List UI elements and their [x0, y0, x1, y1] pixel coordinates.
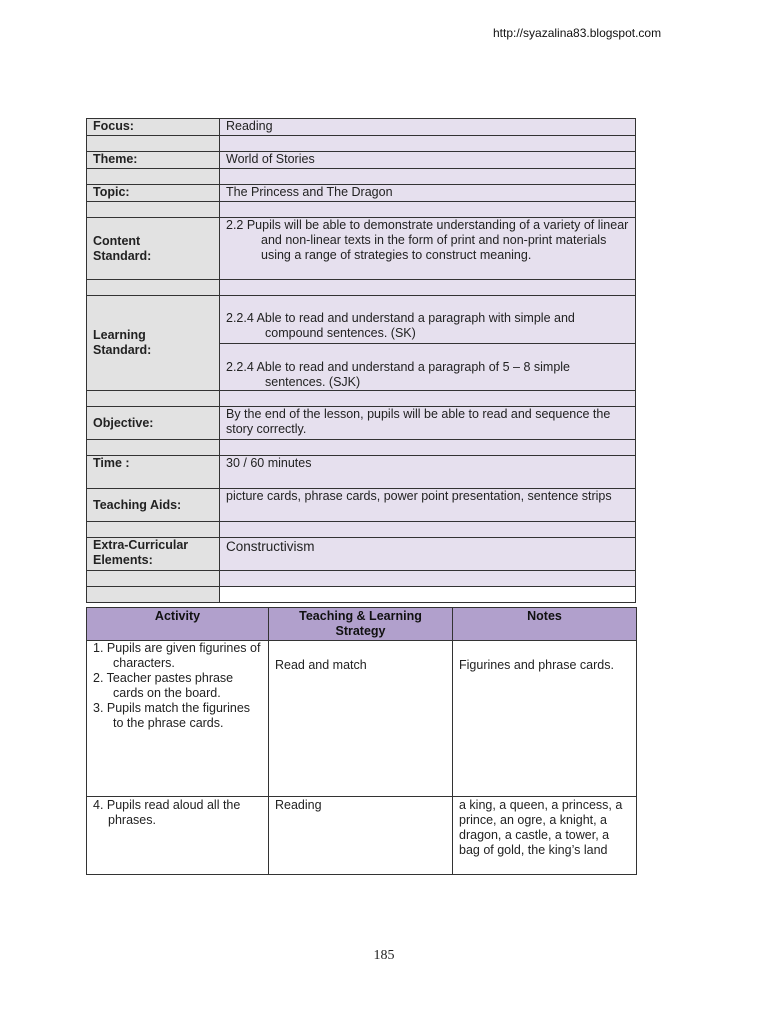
- learning-standard-label: Learning Standard:: [87, 296, 220, 391]
- activity-steps-list: [93, 641, 262, 731]
- activity-cell: [87, 641, 269, 797]
- page-number: 185: [373, 948, 395, 963]
- topic-label: Topic:: [87, 185, 220, 202]
- activity-header: Activity: [87, 608, 269, 641]
- learning-standard-item-2: 2.2.4 Able to read and understand a paragraph of 5 – 8 simple sentences. (SJK): [220, 344, 636, 391]
- strategy-cell: Read and match: [269, 641, 453, 797]
- content-standard-value: 2.2 Pupils will be able to demonstrate understanding of a variety of linear and non-linear texts in the form of print and non-print materials using a range of strategies to construct meaning.: [220, 218, 636, 280]
- table-row: [87, 641, 637, 797]
- strategy-header: Teaching & Learning Strategy: [269, 608, 453, 641]
- extra-curricular-value: Constructivism: [220, 538, 636, 571]
- focus-value: Reading: [220, 119, 636, 136]
- activity-cell: 4. Pupils read aloud all the phrases.: [87, 797, 269, 875]
- teaching-aids-label: Teaching Aids:: [87, 489, 220, 522]
- objective-value: By the end of the lesson, pupils will be able to read and sequence the story correctly.: [220, 407, 636, 440]
- lesson-details-table: [86, 118, 636, 603]
- activity-table: [86, 607, 637, 875]
- notes-cell: Figurines and phrase cards.: [453, 641, 637, 797]
- learning-standard-item-1: 2.2.4 Able to read and understand a paragraph with simple and compound sentences. (SK): [220, 296, 636, 344]
- extra-curricular-label: Extra-Curricular Elements:: [87, 538, 220, 571]
- blog-url: http://syazalina83.blogspot.com: [493, 26, 662, 40]
- content-standard-label: Content Standard:: [87, 218, 220, 280]
- objective-label: Objective:: [87, 407, 220, 440]
- teaching-aids-value: picture cards, phrase cards, power point presentation, sentence strips: [220, 489, 636, 522]
- list-item: 2. Teacher pastes phrase cards on the board.: [93, 671, 234, 700]
- list-item: 1. Pupils are given figurines of characters.: [93, 641, 261, 670]
- theme-label: Theme:: [87, 152, 220, 169]
- notes-cell: a king, a queen, a princess, a prince, an ogre, a knight, a dragon, a castle, a tower, a bag of gold, the king’s land: [453, 797, 637, 875]
- strategy-cell: Reading: [269, 797, 453, 875]
- notes-header: Notes: [453, 608, 637, 641]
- focus-label: Focus:: [87, 119, 220, 136]
- topic-value: The Princess and The Dragon: [220, 185, 636, 202]
- theme-value: World of Stories: [220, 152, 636, 169]
- list-item: 3. Pupils match the figurines to the phrase cards.: [93, 701, 251, 730]
- time-value: 30 / 60 minutes: [220, 456, 636, 489]
- time-label: Time :: [87, 456, 220, 489]
- table-row: [87, 797, 637, 875]
